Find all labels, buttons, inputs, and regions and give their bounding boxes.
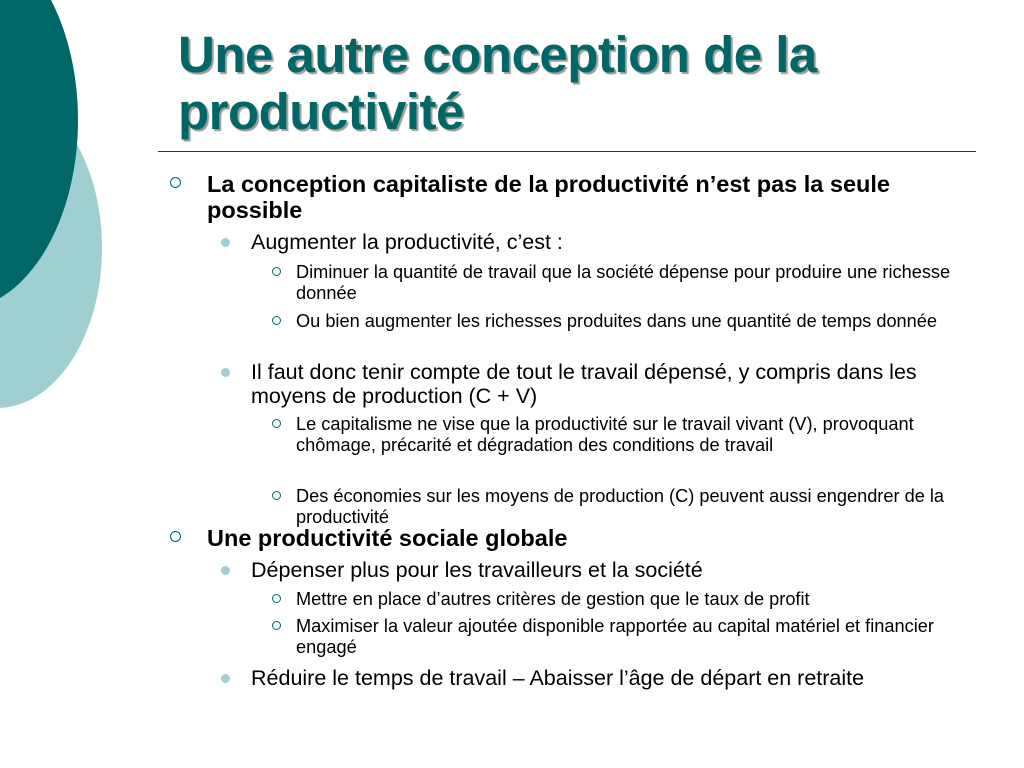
- title-divider: [158, 151, 976, 152]
- slide-title: Une autre conception de la productivité: [178, 26, 817, 140]
- filled-dot-bullet-icon: [221, 674, 230, 683]
- hollow-circle-bullet-icon: [272, 267, 281, 276]
- hollow-circle-bullet-icon: [272, 594, 281, 603]
- bullet-text: Le capitalisme ne vise que la productivité sur le travail vivant (V), provoquant chômage, précarité et dégradation des conditions de travail: [296, 414, 914, 455]
- bullet-text: Réduire le temps de travail – Abaisser l’âge de départ en retraite: [251, 666, 865, 690]
- bullet-text: Dépenser plus pour les travailleurs et la société: [251, 558, 703, 582]
- hollow-circle-bullet-icon: [170, 177, 181, 188]
- bullet-text: Diminuer la quantité de travail que la société dépense pour produire une richesse donnée: [296, 262, 951, 303]
- filled-dot-bullet-icon: [221, 566, 230, 575]
- hollow-circle-bullet-icon: [272, 491, 281, 500]
- bullet-text: Mettre en place d’autres critères de gestion que le taux de profit: [296, 589, 810, 609]
- hollow-circle-bullet-icon: [272, 621, 281, 630]
- filled-dot-bullet-icon: [221, 238, 230, 247]
- bullet-text: Augmenter la productivité, c’est :: [251, 230, 563, 254]
- bullet-text: Ou bien augmenter les richesses produites dans une quantité de temps donnée: [296, 311, 938, 331]
- bullet-text: Des économies sur les moyens de production (C) peuvent aussi engendrer de la productivité: [296, 486, 945, 527]
- hollow-circle-bullet-icon: [272, 316, 281, 325]
- filled-dot-bullet-icon: [221, 368, 230, 377]
- bullet-text: Il faut donc tenir compte de tout le travail dépensé, y compris dans les moyens de production (C + V): [251, 360, 917, 408]
- bullet-text: La conception capitaliste de la productivité n’est pas la seule possible: [207, 171, 891, 223]
- hollow-circle-bullet-icon: [170, 531, 181, 542]
- hollow-circle-bullet-icon: [272, 419, 281, 428]
- bullet-text: Une productivité sociale globale: [207, 525, 568, 551]
- bullet-text: Maximiser la valeur ajoutée disponible rapportée au capital matériel et financier engagé: [296, 616, 934, 657]
